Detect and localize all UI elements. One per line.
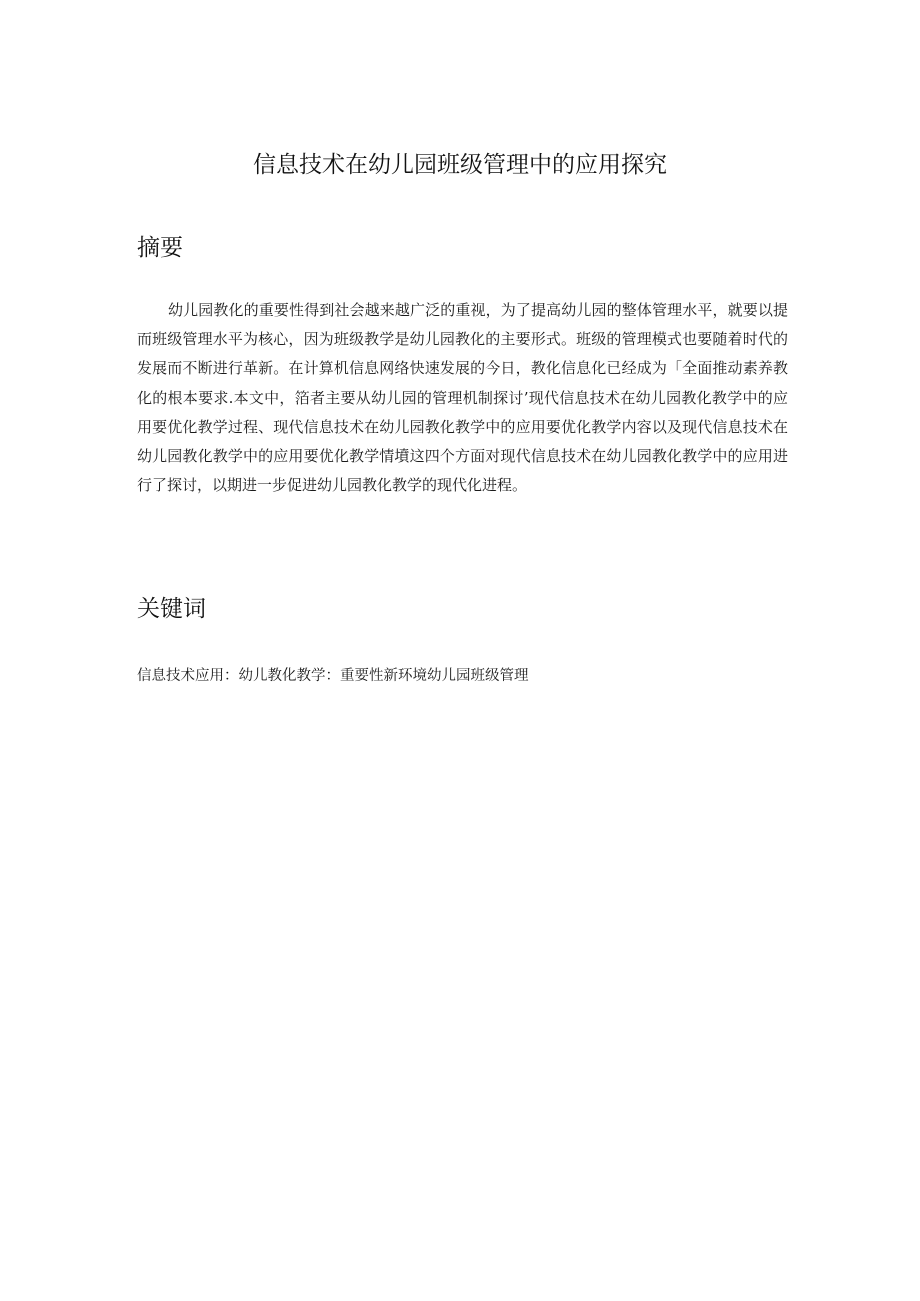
- keywords-text: 信息技术应用：幼儿教化教学：重要性新环境幼儿园班级管理: [137, 668, 529, 684]
- paper-title: 信息技术在幼儿园班级管理中的应用探究: [253, 152, 667, 178]
- abstract-heading: 摘要: [137, 235, 183, 261]
- keywords-heading: 关键词: [137, 596, 206, 622]
- abstract-paragraph: 幼儿园教化的重要性得到社会越来越广泛的重视，为了提高幼儿园的整体管理水平，就要以提而班级管理水平为核心，因为班级教学是幼儿园教化的主要形式。班级的管理模式也要随着时代的发展而不断进行革新。在计算机信息网络快速发展的今日，教化信息化已经成为「全面推动素养教化的根本要求.本文中，箔者主要从幼儿园的管理机制探讨’现代信息技术在幼儿园教化教学中的应用要优化教学过程、现代信息技术在幼儿园教化教学中的应用要优化教学内容以及现代信息技术在幼儿园教化教学中的应用要优化教学情墳这四个方面对现代信息技术在幼儿园教化教学中的应用进行了探讨，以期进一步促进幼儿园教化教学的现代化进程。: [137, 301, 788, 495]
